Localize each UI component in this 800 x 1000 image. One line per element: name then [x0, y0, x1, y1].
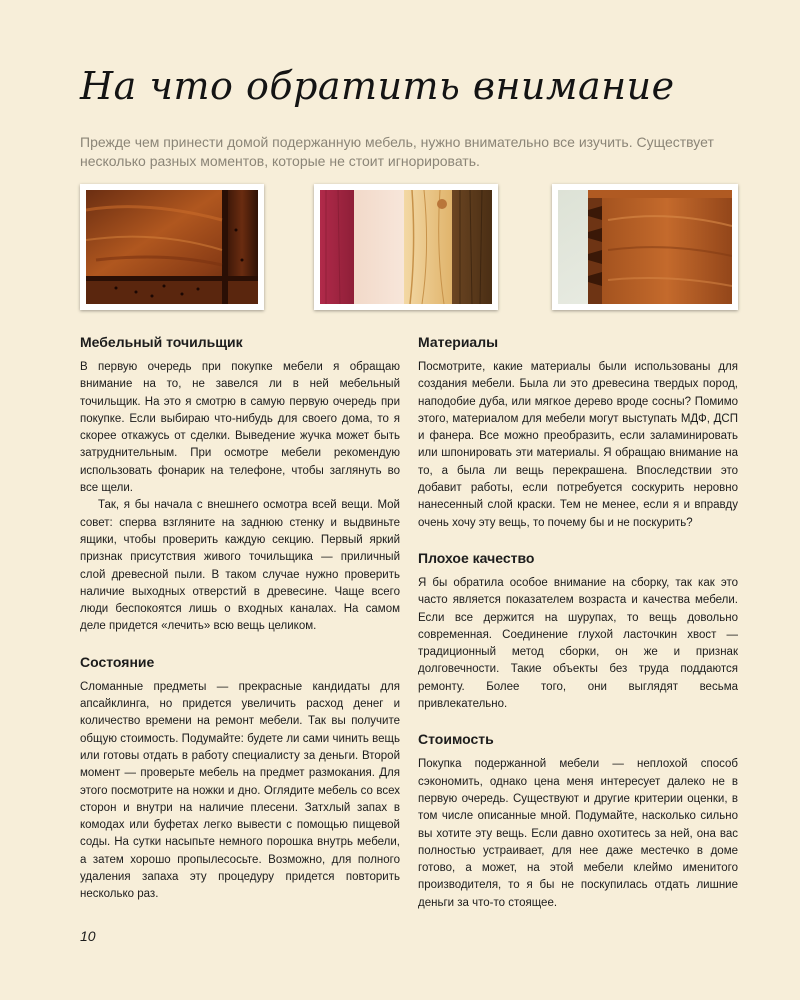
section-cost — [418, 730, 738, 912]
section-furniture-beetle — [80, 333, 400, 636]
wood-worm-damage-photo — [80, 184, 264, 310]
section-heading: Плохое качество — [418, 549, 535, 566]
section-materials — [418, 333, 738, 532]
wood-materials-samples-image — [320, 190, 492, 304]
page-number: 10 — [80, 928, 96, 944]
left-column — [80, 333, 400, 921]
paragraph: Так, я бы начала с внешнего осмотра всей вещи. Мой совет: сперва взгляните на заднюю стенку и выдвиньте ящики, чтобы проверить каждую секцию. Первый яркий признак присутствия живого точильщика — приличный слой древесной пыли. В таком случае нужно проверить наличие выходных отверстий в древесине. Чаще всего люди беспокоятся лишь о входных каналах. На самом деле придется «лечить» всю вещь целиком. — [80, 499, 400, 633]
paragraph: Сломанные предметы — прекрасные кандидаты для апсайклинга, но придется увеличить расход денег и количество времени на ремонт мебели. Так вы получите общую стоимость. Подумайте: будете ли сами чинить вещь или готовы отдать в работу специалисту за деньги. Второй момент — проверьте мебель на предмет размокания. Для этого посмотрите на ножки и дно. Оглядите мебель со всех сторон и внутри на наличие плесени. Затхлый запах в комодах или буфетах легко вывести с помощью пищевой соды. На сутки насыпьте немного порошка внутрь мебели, а затем хорошо пропылесосьте. Возможно, для полного удаления запаха эту процедуру придется повторить несколько раз. — [80, 680, 400, 901]
wood-materials-samples-photo — [314, 184, 498, 310]
paragraph: Посмотрите, какие материалы были использованы для создания мебели. Была ли это древесина твердых пород, наподобие дуба, или мягкое дерево вроде сосны? Помимо этого, материалом для мебели могут выступать МДФ, ДСП и фанера. Все можно преобразить, если заламинировать или шпонировать эти материалы. Я обращаю внимание на то, а была ли вещь перекрашена. Впоследствии это добавит работы, если потребуется соскурить неровно нанесенный слой краски. Тем не менее, если я и вправду очень хочу эту вещь, то почему бы и не поскурить? — [418, 361, 738, 529]
section-heading: Мебельный точильщик — [80, 334, 243, 350]
section-heading: Стоимость — [418, 731, 494, 748]
wood-worm-damage-image — [86, 190, 258, 304]
right-column — [418, 333, 738, 929]
intro-text: Прежде чем принести домой подержанную мебель, нужно внимательно все изучить. Существует несколько разных моментов, которые не стоит игнорировать. — [80, 134, 714, 169]
page-title: На что обратить внимание — [80, 64, 675, 108]
dovetail-joint-photo — [552, 184, 738, 310]
section-heading: Состояние — [80, 653, 155, 670]
section-heading: Материалы — [418, 334, 499, 350]
paragraph: В первую очередь при покупке мебели я обращаю внимание на то, не завелся ли в ней мебельный точильщик. На это я смотрю в самую первую очередь при покупке. Если выбираю что-нибудь для своего дома, то я скорее откажусь от сделки. Выведение жучка может быть затруднительным. При осмотре мебели рекомендую использовать фонарик на телефоне, чтобы заглянуть во все щели. — [80, 361, 400, 495]
paragraph: Покупка подержанной мебели — неплохой способ сэкономить, однако цена меня интересует далеко не в первую очередь. Существуют и другие критерии оценки, в том числе описанные мной. Подумайте, насколько сильно вы хотите эту вещь. Если давно охотитесь за ней, она вас полностью устраивает, для нее даже местечко в доме готово, а может, на этой мебели клеймо именитого производителя, то я бы не поскупилась отдать лишние деньги за что-то стоящее. — [418, 758, 738, 909]
paragraph: Я бы обратила особое внимание на сборку, так как это часто является показателем возраста и качества мебели. Если все держится на шурупах, то вещь довольно современная. Соединение глухой ласточкин хвост — традиционный метод сборки, он же и признак долговечности. Такие объекты без труда поддаются ремонту. Более того, они выглядят весьма привлекательно. — [418, 576, 738, 711]
dovetail-joint-image — [558, 190, 732, 304]
section-poor-quality — [418, 549, 738, 713]
section-condition — [80, 653, 400, 904]
